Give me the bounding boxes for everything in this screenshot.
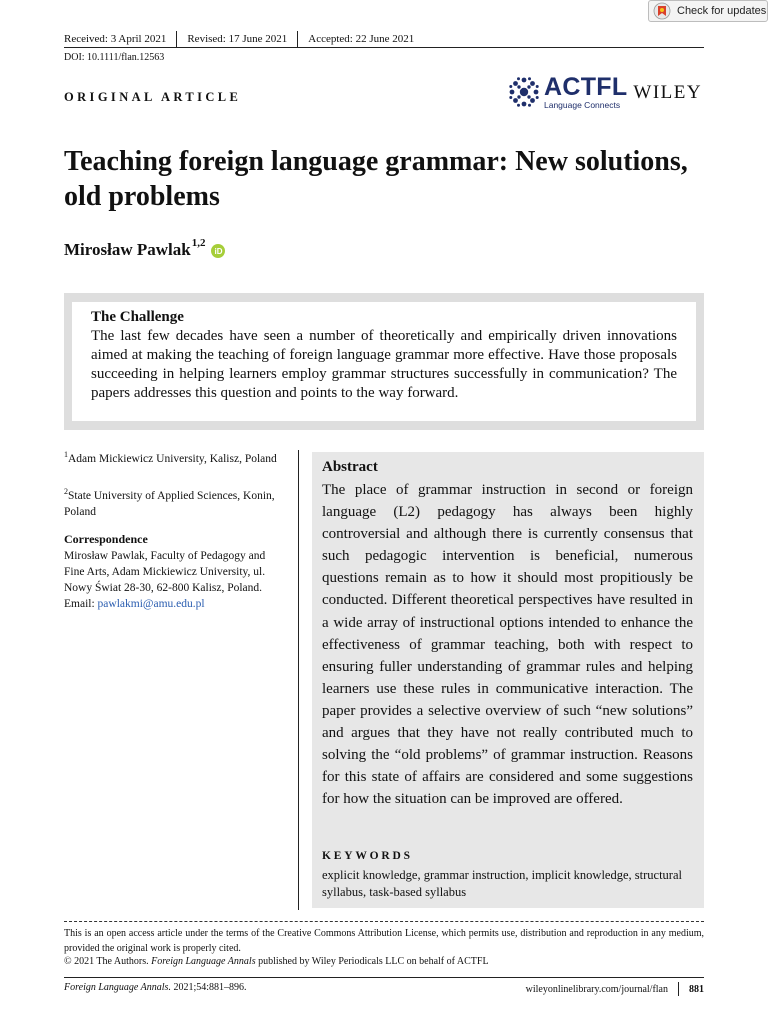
email-link[interactable]: pawlakmi@amu.edu.pl xyxy=(97,598,205,610)
keywords-list: explicit knowledge, grammar instruction, implicit knowledge, structural syllabus, task-based syllabus xyxy=(322,868,682,899)
page-number: 881 xyxy=(689,983,704,995)
actfl-emblem-icon xyxy=(508,76,540,108)
orcid-icon[interactable]: iD xyxy=(211,244,225,258)
citation-journal: Foreign Language Annals. xyxy=(64,982,171,993)
received-date: Received: 3 April 2021 xyxy=(64,33,167,45)
date-divider xyxy=(176,31,177,47)
license-divider xyxy=(64,921,704,922)
keywords-heading: KEYWORDS xyxy=(322,850,413,862)
challenge-text: The last few decades have seen a number of theoretically and empirically driven innovations aimed at making the teaching of foreign language grammar more effective. Have those proposals succeeding in helping learners employ grammar structures successfully in communication? The papers addresses this question and points to the way forward. xyxy=(91,328,677,401)
affiliation-mark: 1 xyxy=(64,450,68,459)
correspondence-body xyxy=(64,548,284,612)
affiliation-text: Adam Mickiewicz University, Kalisz, Poland xyxy=(68,452,277,465)
article-dates xyxy=(64,31,414,47)
copyright-journal: Foreign Language Annals xyxy=(151,956,256,967)
citation xyxy=(64,982,247,993)
email-label: Email: xyxy=(64,598,98,610)
column-divider xyxy=(298,450,299,910)
footer-right xyxy=(486,982,704,996)
actfl-tagline: Language Connects xyxy=(544,100,621,110)
abstract-text: The place of grammar instruction in second or foreign language (L2) pedagogy has always been highly controversial and although there is currently consensus that such pedagogic intervention is beneficial, numerous questions remain as to how it should most propitiously be conducted. Different theoretical perspectives have resulted in a wide array of instructional options intended to enhance the effectiveness of grammar teaching, both with respect to ensuring fuller understanding of grammar rules and helping learners use these rules in communicative interaction. The paper provides a selective overview of such “new solutions” and argues that they have not really contributed much to solving the “old problems” of grammar instruction. Reasons for this state of affairs are considered and some suggestions for how the situation can be improved are offered. xyxy=(322,482,693,808)
wiley-logo: WILEY xyxy=(633,82,703,104)
license-text: This is an open access article under the terms of the Creative Commons Attribution License, which permits use, distribution and reproduction in any medium, provided the original work is properly cited. xyxy=(64,928,704,954)
check-for-updates-button[interactable] xyxy=(648,0,768,22)
correspondence-heading: Correspondence xyxy=(64,532,148,546)
actfl-logo xyxy=(544,75,627,110)
citation-details: 2021;54:881–896. xyxy=(170,982,247,993)
article-type-label: ORIGINAL ARTICLE xyxy=(64,90,242,104)
check-updates-icon xyxy=(653,2,671,20)
affiliation-mark: 2 xyxy=(64,487,68,496)
correspondence-address: Mirosław Pawlak, Faculty of Pedagogy and Fine Arts, Adam Mickiewicz University, ul. Nowy Świat 28-30, 62-800 Kalisz, Poland. xyxy=(64,550,266,594)
author-affiliation-marks: 1,2 xyxy=(191,237,206,249)
actfl-wordmark: ACTFL xyxy=(544,73,628,101)
article-title: Teaching foreign language grammar: New solutions, old problems xyxy=(64,146,688,212)
accepted-date: Accepted: 22 June 2021 xyxy=(308,33,415,45)
author-name: Mirosław Pawlak xyxy=(64,240,191,259)
copyright-suffix: published by Wiley Periodicals LLC on behalf of ACTFL xyxy=(255,956,489,967)
affiliation-text: State University of Applied Sciences, Konin, Poland xyxy=(64,489,275,518)
challenge-heading: The Challenge xyxy=(91,309,184,325)
affiliation-1 xyxy=(64,447,284,467)
header-rule xyxy=(64,47,704,48)
affiliation-2 xyxy=(64,484,284,520)
publisher-logos xyxy=(508,75,702,110)
revised-date: Revised: 17 June 2021 xyxy=(187,33,288,45)
journal-url[interactable]: wileyonlinelibrary.com/journal/flan xyxy=(525,983,668,995)
check-updates-label: Check for updates xyxy=(677,5,767,17)
author-line xyxy=(64,237,225,260)
doi: DOI: 10.1111/flan.12563 xyxy=(64,52,165,63)
abstract-heading: Abstract xyxy=(322,459,378,475)
footer-divider xyxy=(678,982,679,996)
copyright-line xyxy=(64,956,489,967)
date-divider xyxy=(297,31,298,47)
footer-rule xyxy=(64,977,704,978)
copyright-prefix: © 2021 The Authors. xyxy=(64,956,152,967)
